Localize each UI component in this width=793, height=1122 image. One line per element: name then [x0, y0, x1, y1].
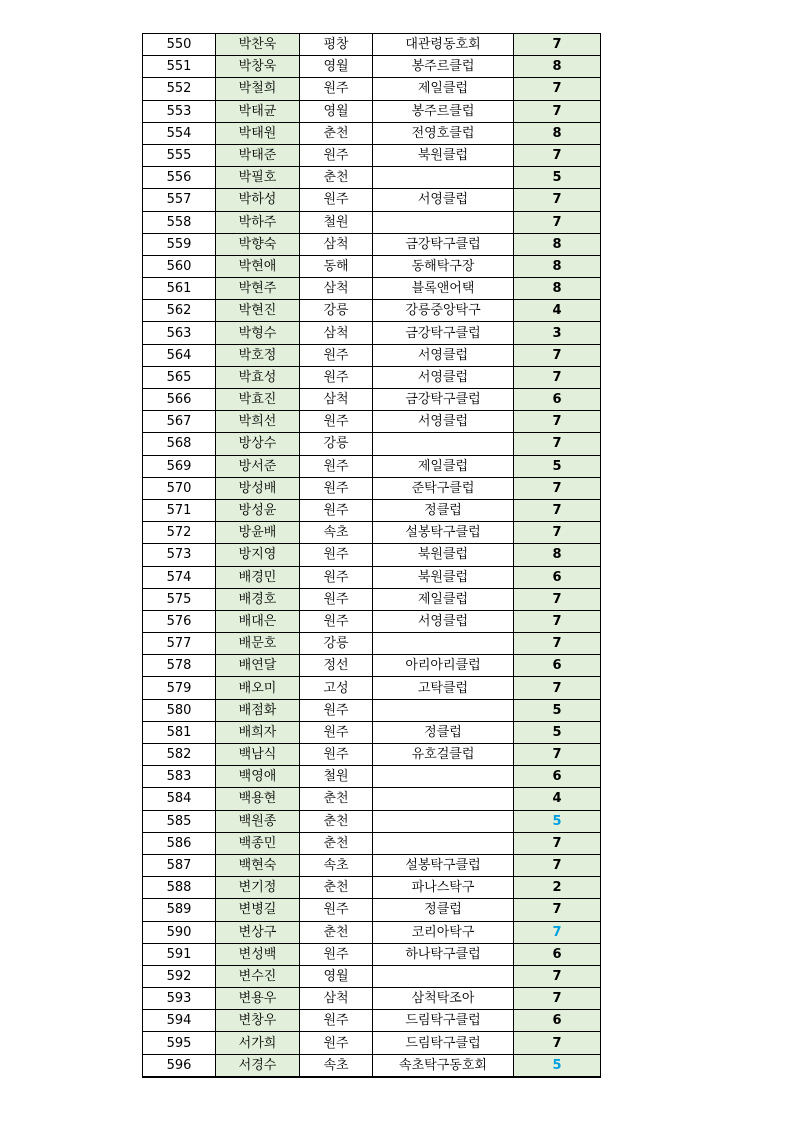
member-grade: 8 [514, 56, 601, 78]
table-row [143, 100, 601, 122]
member-club: 고탁클럽 [373, 677, 514, 699]
member-region: 원주 [300, 144, 373, 166]
member-grade: 7 [514, 988, 601, 1010]
row-number: 584 [143, 788, 216, 810]
table-row [143, 655, 601, 677]
member-region: 삼척 [300, 278, 373, 300]
member-club [373, 810, 514, 832]
member-region: 동해 [300, 255, 373, 277]
member-name: 배오미 [216, 677, 300, 699]
row-number: 554 [143, 122, 216, 144]
table-row [143, 965, 601, 987]
table-row [143, 211, 601, 233]
member-name: 박호정 [216, 344, 300, 366]
row-number: 567 [143, 411, 216, 433]
member-region: 춘천 [300, 810, 373, 832]
member-club: 속초탁구동호회 [373, 1054, 514, 1077]
member-name: 박태원 [216, 122, 300, 144]
row-number: 591 [143, 943, 216, 965]
row-number: 586 [143, 832, 216, 854]
table-row [143, 544, 601, 566]
member-name: 배연달 [216, 655, 300, 677]
table-row [143, 322, 601, 344]
member-grade: 7 [514, 344, 601, 366]
table-row [143, 921, 601, 943]
row-number: 555 [143, 144, 216, 166]
row-number: 568 [143, 433, 216, 455]
member-region: 원주 [300, 610, 373, 632]
member-name: 배경호 [216, 588, 300, 610]
member-club: 봉주르클럽 [373, 100, 514, 122]
member-name: 변기정 [216, 877, 300, 899]
table-row [143, 144, 601, 166]
table-row [143, 433, 601, 455]
member-grade: 8 [514, 122, 601, 144]
table-row [143, 389, 601, 411]
member-name: 박태준 [216, 144, 300, 166]
member-region: 춘천 [300, 122, 373, 144]
member-region: 춘천 [300, 921, 373, 943]
member-name: 방성윤 [216, 499, 300, 521]
member-club: 북원클럽 [373, 144, 514, 166]
row-number: 596 [143, 1054, 216, 1077]
member-name: 박필호 [216, 167, 300, 189]
member-name: 변창우 [216, 1010, 300, 1032]
member-grade: 6 [514, 389, 601, 411]
table-row [143, 877, 601, 899]
member-region: 강릉 [300, 633, 373, 655]
member-club: 파나스탁구 [373, 877, 514, 899]
row-number: 593 [143, 988, 216, 1010]
row-number: 557 [143, 189, 216, 211]
member-name: 변용우 [216, 988, 300, 1010]
row-number: 582 [143, 744, 216, 766]
member-club: 금강탁구클럽 [373, 233, 514, 255]
member-club: 정클럽 [373, 899, 514, 921]
member-grade: 7 [514, 433, 601, 455]
table-row [143, 677, 601, 699]
table-row [143, 899, 601, 921]
member-region: 삼척 [300, 389, 373, 411]
row-number: 580 [143, 699, 216, 721]
member-region: 원주 [300, 744, 373, 766]
member-club: 코리아탁구 [373, 921, 514, 943]
member-region: 원주 [300, 499, 373, 521]
member-name: 서가희 [216, 1032, 300, 1054]
member-club: 북원클럽 [373, 544, 514, 566]
member-grade: 7 [514, 499, 601, 521]
member-region: 원주 [300, 899, 373, 921]
table-row [143, 988, 601, 1010]
row-number: 565 [143, 366, 216, 388]
row-number: 589 [143, 899, 216, 921]
table-row [143, 832, 601, 854]
member-club: 아리아리클럽 [373, 655, 514, 677]
member-name: 방성배 [216, 477, 300, 499]
table-row [143, 854, 601, 876]
member-name: 백현숙 [216, 854, 300, 876]
member-region: 원주 [300, 477, 373, 499]
row-number: 592 [143, 965, 216, 987]
member-name: 변성백 [216, 943, 300, 965]
member-region: 속초 [300, 854, 373, 876]
member-club: 서영클럽 [373, 610, 514, 632]
member-grade: 4 [514, 300, 601, 322]
member-club: 준탁구클럽 [373, 477, 514, 499]
row-number: 572 [143, 522, 216, 544]
member-grade: 4 [514, 788, 601, 810]
table-row [143, 499, 601, 521]
member-region: 삼척 [300, 322, 373, 344]
member-region: 영월 [300, 56, 373, 78]
table-row [143, 233, 601, 255]
table-row [143, 1054, 601, 1077]
row-number: 595 [143, 1032, 216, 1054]
member-grade: 7 [514, 744, 601, 766]
member-region: 원주 [300, 344, 373, 366]
member-name: 박철희 [216, 78, 300, 100]
member-grade: 7 [514, 144, 601, 166]
member-club: 서영클럽 [373, 344, 514, 366]
table-row [143, 721, 601, 743]
row-number: 551 [143, 56, 216, 78]
member-club [373, 965, 514, 987]
row-number: 583 [143, 766, 216, 788]
row-number: 556 [143, 167, 216, 189]
row-number: 562 [143, 300, 216, 322]
member-name: 백영애 [216, 766, 300, 788]
table-row [143, 788, 601, 810]
member-name: 백용현 [216, 788, 300, 810]
member-grade: 5 [514, 721, 601, 743]
member-club: 강릉중앙탁구 [373, 300, 514, 322]
member-region: 원주 [300, 78, 373, 100]
member-name: 방윤배 [216, 522, 300, 544]
member-grade: 6 [514, 655, 601, 677]
member-region: 강릉 [300, 433, 373, 455]
member-club: 블록앤어택 [373, 278, 514, 300]
member-region: 원주 [300, 566, 373, 588]
member-name: 박효성 [216, 366, 300, 388]
member-name: 방지영 [216, 544, 300, 566]
member-club: 봉주르클럽 [373, 56, 514, 78]
member-grade: 7 [514, 522, 601, 544]
member-club: 제일클럽 [373, 78, 514, 100]
row-number: 550 [143, 34, 216, 56]
member-grade: 6 [514, 766, 601, 788]
member-name: 박현애 [216, 255, 300, 277]
table-row [143, 455, 601, 477]
member-club [373, 832, 514, 854]
member-name: 서경수 [216, 1054, 300, 1077]
member-grade: 7 [514, 1032, 601, 1054]
row-number: 585 [143, 810, 216, 832]
member-club: 제일클럽 [373, 455, 514, 477]
member-grade: 3 [514, 322, 601, 344]
member-region: 강릉 [300, 300, 373, 322]
row-number: 564 [143, 344, 216, 366]
member-name: 변수진 [216, 965, 300, 987]
member-club: 하나탁구클럽 [373, 943, 514, 965]
member-club: 삼척탁조아 [373, 988, 514, 1010]
member-region: 원주 [300, 943, 373, 965]
member-grade: 8 [514, 233, 601, 255]
member-region: 철원 [300, 766, 373, 788]
member-region: 춘천 [300, 877, 373, 899]
table-row [143, 566, 601, 588]
member-grade: 7 [514, 677, 601, 699]
member-region: 춘천 [300, 788, 373, 810]
member-club: 설봉탁구클럽 [373, 854, 514, 876]
member-club: 드림탁구클럽 [373, 1010, 514, 1032]
member-region: 춘천 [300, 832, 373, 854]
member-club: 금강탁구클럽 [373, 389, 514, 411]
table-row [143, 167, 601, 189]
table-row [143, 278, 601, 300]
row-number: 588 [143, 877, 216, 899]
member-grade: 7 [514, 854, 601, 876]
row-number: 569 [143, 455, 216, 477]
member-name: 박현주 [216, 278, 300, 300]
member-grade: 7 [514, 832, 601, 854]
table-row [143, 366, 601, 388]
table-row [143, 300, 601, 322]
member-region: 원주 [300, 189, 373, 211]
member-name: 백남식 [216, 744, 300, 766]
table-row [143, 1032, 601, 1054]
member-club [373, 167, 514, 189]
row-number: 560 [143, 255, 216, 277]
member-region: 원주 [300, 366, 373, 388]
member-club [373, 211, 514, 233]
member-grade: 2 [514, 877, 601, 899]
member-region: 원주 [300, 699, 373, 721]
member-club [373, 633, 514, 655]
member-grade: 5 [514, 1054, 601, 1077]
table-row [143, 633, 601, 655]
member-name: 배문호 [216, 633, 300, 655]
roster-body [143, 34, 601, 1077]
member-name: 박희선 [216, 411, 300, 433]
row-number: 578 [143, 655, 216, 677]
member-grade: 7 [514, 78, 601, 100]
member-name: 박효진 [216, 389, 300, 411]
table-row [143, 810, 601, 832]
row-number: 579 [143, 677, 216, 699]
member-region: 원주 [300, 1032, 373, 1054]
table-row [143, 477, 601, 499]
member-club [373, 788, 514, 810]
member-roster-table [142, 33, 601, 1078]
member-region: 철원 [300, 211, 373, 233]
member-region: 춘천 [300, 167, 373, 189]
row-number: 570 [143, 477, 216, 499]
table-row [143, 1010, 601, 1032]
member-region: 속초 [300, 522, 373, 544]
member-region: 영월 [300, 100, 373, 122]
member-club: 서영클럽 [373, 411, 514, 433]
member-name: 백종민 [216, 832, 300, 854]
member-grade: 7 [514, 588, 601, 610]
member-grade: 7 [514, 211, 601, 233]
member-region: 정선 [300, 655, 373, 677]
member-grade: 7 [514, 899, 601, 921]
member-club: 북원클럽 [373, 566, 514, 588]
member-name: 박형수 [216, 322, 300, 344]
member-club: 드림탁구클럽 [373, 1032, 514, 1054]
row-number: 590 [143, 921, 216, 943]
member-name: 배희자 [216, 721, 300, 743]
table-row [143, 34, 601, 56]
member-club: 동해탁구장 [373, 255, 514, 277]
member-club [373, 766, 514, 788]
member-name: 박현진 [216, 300, 300, 322]
member-region: 삼척 [300, 233, 373, 255]
table-row [143, 522, 601, 544]
member-grade: 8 [514, 544, 601, 566]
member-region: 원주 [300, 721, 373, 743]
member-name: 방상수 [216, 433, 300, 455]
member-name: 배점화 [216, 699, 300, 721]
member-name: 박찬욱 [216, 34, 300, 56]
table-row [143, 189, 601, 211]
member-grade: 5 [514, 167, 601, 189]
row-number: 553 [143, 100, 216, 122]
row-number: 561 [143, 278, 216, 300]
member-club [373, 699, 514, 721]
member-region: 삼척 [300, 988, 373, 1010]
table-row [143, 699, 601, 721]
member-name: 박창욱 [216, 56, 300, 78]
member-grade: 7 [514, 477, 601, 499]
table-row [143, 744, 601, 766]
row-number: 577 [143, 633, 216, 655]
member-name: 백원종 [216, 810, 300, 832]
row-number: 552 [143, 78, 216, 100]
member-club: 정클럽 [373, 499, 514, 521]
member-club: 제일클럽 [373, 588, 514, 610]
row-number: 563 [143, 322, 216, 344]
member-grade: 7 [514, 633, 601, 655]
row-number: 559 [143, 233, 216, 255]
member-region: 영월 [300, 965, 373, 987]
member-grade: 7 [514, 100, 601, 122]
row-number: 566 [143, 389, 216, 411]
member-grade: 7 [514, 189, 601, 211]
member-grade: 7 [514, 411, 601, 433]
table-row [143, 56, 601, 78]
member-name: 박태균 [216, 100, 300, 122]
row-number: 571 [143, 499, 216, 521]
row-number: 558 [143, 211, 216, 233]
row-number: 576 [143, 610, 216, 632]
member-region: 원주 [300, 544, 373, 566]
member-club: 유호걸클럽 [373, 744, 514, 766]
member-name: 변상구 [216, 921, 300, 943]
table-row [143, 943, 601, 965]
member-grade: 7 [514, 610, 601, 632]
member-club: 금강탁구클럽 [373, 322, 514, 344]
row-number: 573 [143, 544, 216, 566]
member-region: 원주 [300, 1010, 373, 1032]
member-grade: 7 [514, 921, 601, 943]
row-number: 594 [143, 1010, 216, 1032]
member-club: 정클럽 [373, 721, 514, 743]
member-club: 전영호클럽 [373, 122, 514, 144]
member-name: 방서준 [216, 455, 300, 477]
member-name: 배대은 [216, 610, 300, 632]
member-club: 서영클럽 [373, 189, 514, 211]
row-number: 581 [143, 721, 216, 743]
member-region: 평창 [300, 34, 373, 56]
row-number: 574 [143, 566, 216, 588]
member-grade: 6 [514, 1010, 601, 1032]
member-club: 서영클럽 [373, 366, 514, 388]
table-row [143, 255, 601, 277]
member-name: 박하성 [216, 189, 300, 211]
member-club [373, 433, 514, 455]
member-grade: 6 [514, 943, 601, 965]
member-name: 변병길 [216, 899, 300, 921]
row-number: 575 [143, 588, 216, 610]
member-grade: 8 [514, 255, 601, 277]
member-grade: 7 [514, 965, 601, 987]
member-name: 박향숙 [216, 233, 300, 255]
table-row [143, 78, 601, 100]
member-name: 박하주 [216, 211, 300, 233]
table-row [143, 344, 601, 366]
table-row [143, 122, 601, 144]
member-region: 원주 [300, 455, 373, 477]
member-region: 원주 [300, 588, 373, 610]
member-grade: 7 [514, 34, 601, 56]
table-row [143, 411, 601, 433]
member-grade: 7 [514, 366, 601, 388]
member-club: 설봉탁구클럽 [373, 522, 514, 544]
member-region: 속초 [300, 1054, 373, 1077]
table-row [143, 610, 601, 632]
member-region: 원주 [300, 411, 373, 433]
member-club: 대관령동호회 [373, 34, 514, 56]
row-number: 587 [143, 854, 216, 876]
member-grade: 5 [514, 455, 601, 477]
member-grade: 8 [514, 278, 601, 300]
table-row [143, 588, 601, 610]
member-grade: 5 [514, 699, 601, 721]
member-region: 고성 [300, 677, 373, 699]
table-row [143, 766, 601, 788]
member-grade: 6 [514, 566, 601, 588]
member-grade: 5 [514, 810, 601, 832]
member-name: 배경민 [216, 566, 300, 588]
